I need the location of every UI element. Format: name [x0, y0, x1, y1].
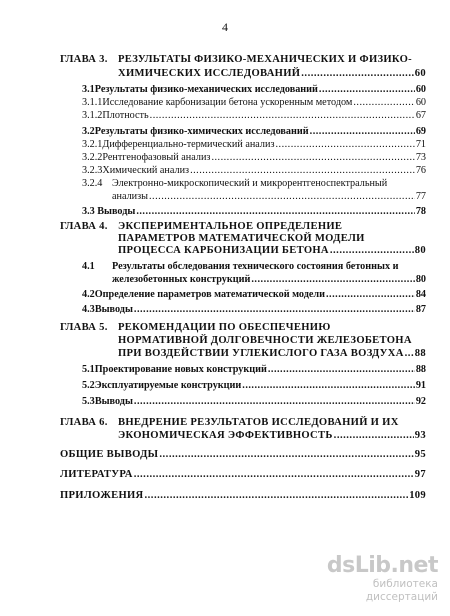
- section-number: 4.2: [82, 289, 95, 300]
- page-ref: 95: [414, 449, 426, 460]
- section-title: Результаты физико-химических исследований: [94, 126, 309, 137]
- section-title: Выводы: [94, 304, 133, 315]
- section-number-4-1: 4.1: [82, 261, 95, 272]
- toc-entry-conclusions[interactable]: [60, 449, 426, 461]
- section-title-3-2-4-line1: Электронно-микроскопический и микрорентгеноспектральный: [112, 178, 388, 189]
- leader-dots: [326, 289, 415, 301]
- leader-dots: [251, 274, 414, 286]
- chapter-3-title-line1: РЕЗУЛЬТАТЫ ФИЗИКО-МЕХАНИЧЕСКИХ И ФИЗИКО-: [118, 54, 413, 65]
- section-number: 3.2: [82, 126, 95, 137]
- entry-title: ОБЩИЕ ВЫВОДЫ: [60, 449, 159, 460]
- page-ref: 97: [414, 469, 426, 480]
- page-number: 4: [222, 20, 228, 34]
- page-ref: 71: [415, 139, 426, 150]
- leader-dots: [330, 245, 414, 257]
- leader-dots: [319, 84, 415, 96]
- page-ref: 77: [415, 191, 426, 202]
- section-title: Результаты физико-механических исследований: [94, 84, 318, 95]
- page-ref: 76: [415, 165, 426, 176]
- page-ref: 60: [414, 68, 426, 79]
- section-number: 3.2.2: [82, 152, 103, 163]
- section-number: 3.1.2: [82, 110, 103, 121]
- section-title: Химический анализ: [102, 165, 190, 176]
- watermark: [303, 554, 438, 604]
- page-ref: 88: [414, 348, 426, 359]
- section-title: Эксплуатируемые конструкции: [94, 380, 242, 391]
- leader-dots: [145, 490, 409, 502]
- chapter-5-entry[interactable]: [118, 348, 426, 360]
- watermark-logo: dsLib.net: [326, 553, 438, 578]
- page-ref: 84: [415, 289, 426, 300]
- toc-entry-3-2-1[interactable]: [82, 139, 426, 151]
- toc-entry-literature[interactable]: [60, 469, 426, 481]
- leader-dots: [268, 364, 415, 376]
- section-title: Выводы: [94, 396, 133, 407]
- chapter-4-label: ГЛАВА 4.: [60, 221, 108, 232]
- page-ref: 67: [415, 110, 426, 121]
- chapter-5-title-line2: НОРМАТИВНОЙ ДОЛГОВЕЧНОСТИ ЖЕЛЕЗОБЕТОНА: [118, 335, 412, 346]
- section-title: Определение параметров математической модели: [94, 289, 325, 300]
- page-ref: 92: [415, 396, 426, 407]
- chapter-3-title-line2: ХИМИЧЕСКИХ ИССЛЕДОВАНИЙ: [118, 68, 301, 79]
- section-title-line2: железобетонных конструкций: [112, 274, 251, 285]
- toc-entry-3-2-3[interactable]: [82, 165, 426, 177]
- leader-dots: [159, 449, 413, 461]
- section-number: 4.3: [82, 304, 95, 315]
- leader-dots: [134, 469, 414, 481]
- toc-entry-3-2[interactable]: [82, 126, 426, 138]
- leader-dots: [353, 97, 414, 109]
- toc-entry-3-3[interactable]: [82, 206, 426, 218]
- page-ref: 80: [414, 245, 426, 256]
- leader-dots: [190, 165, 415, 177]
- section-number: 3.2.1: [82, 139, 103, 150]
- leader-dots: [334, 430, 414, 442]
- leader-dots: [242, 380, 415, 392]
- toc-entry-3-1-2[interactable]: [82, 110, 426, 122]
- chapter-6-title-line2: ЭКОНОМИЧЕСКАЯ ЭФФЕКТИВНОСТЬ: [118, 430, 333, 441]
- toc-entry-3-1[interactable]: [82, 84, 426, 96]
- page-ref: 60: [415, 84, 426, 95]
- leader-dots: [134, 396, 415, 408]
- section-number-3-2-4: 3.2.4: [82, 178, 103, 189]
- leader-dots: [405, 348, 414, 360]
- section-title-line2: анализы: [112, 191, 148, 202]
- chapter-6-title-line1: ВНЕДРЕНИЕ РЕЗУЛЬТАТОВ ИССЛЕДОВАНИЙ И ИХ: [118, 417, 399, 428]
- leader-dots: [310, 126, 415, 138]
- chapter-6-entry[interactable]: [118, 430, 426, 442]
- section-title: Проектирование новых конструкций: [94, 364, 267, 375]
- section-title: Плотность: [102, 110, 149, 121]
- section-number: 5.1: [82, 364, 95, 375]
- chapter-5-title-line1: РЕКОМЕНДАЦИИ ПО ОБЕСПЕЧЕНИЮ: [118, 322, 331, 333]
- toc-entry-appendix[interactable]: [60, 490, 426, 502]
- section-title: Дифференциально-термический анализ: [102, 139, 275, 150]
- toc-entry-4-2[interactable]: [82, 289, 426, 301]
- chapter-5-label: ГЛАВА 5.: [60, 322, 108, 333]
- section-number: 3.1.1: [82, 97, 103, 108]
- page-ref: 88: [415, 364, 426, 375]
- leader-dots: [134, 304, 415, 316]
- section-number: 3.1: [82, 84, 95, 95]
- page-ref: 69: [415, 126, 426, 137]
- page-ref: 91: [415, 380, 426, 391]
- entry-title: ЛИТЕРАТУРА: [60, 469, 133, 480]
- toc-entry-4-1[interactable]: [112, 274, 426, 286]
- toc-entry-5-2[interactable]: [82, 380, 426, 392]
- leader-dots: [275, 139, 414, 151]
- toc-entry-3-2-2[interactable]: [82, 152, 426, 164]
- section-title: Выводы: [97, 206, 136, 217]
- page-ref: 109: [409, 490, 426, 501]
- page-ref: 78: [415, 206, 426, 217]
- chapter-6-label: ГЛАВА 6.: [60, 417, 108, 428]
- chapter-3-label: ГЛАВА 3.: [60, 54, 108, 65]
- leader-dots: [211, 152, 414, 164]
- chapter-3-entry[interactable]: [118, 68, 426, 80]
- toc-entry-5-1[interactable]: [82, 364, 426, 376]
- page-ref: 87: [415, 304, 426, 315]
- leader-dots: [149, 191, 415, 203]
- section-number: 3.2.3: [82, 165, 103, 176]
- watermark-subtitle: библиотека диссертаций: [365, 578, 438, 603]
- chapter-4-title-line1: ЭКСПЕРИМЕНТАЛЬНОЕ ОПРЕДЕЛЕНИЕ: [118, 221, 343, 232]
- page-ref: 60: [415, 97, 426, 108]
- page-ref: 93: [414, 430, 426, 441]
- section-number: 5.2: [82, 380, 95, 391]
- section-title-4-1-line1: Результаты обследования технического состояния бетонных и: [112, 261, 399, 272]
- section-title: Рентгенофазовый анализ: [102, 152, 211, 163]
- toc-entry-3-1-1[interactable]: [82, 97, 426, 109]
- toc-entry-3-2-4[interactable]: [112, 191, 426, 203]
- page-ref: 80: [415, 274, 426, 285]
- chapter-4-entry[interactable]: [118, 245, 426, 257]
- entry-title: ПРИЛОЖЕНИЯ: [60, 490, 144, 501]
- section-number: 5.3: [82, 396, 95, 407]
- leader-dots: [150, 110, 415, 122]
- section-number: 3.3: [82, 206, 95, 217]
- leader-dots: [136, 206, 414, 218]
- leader-dots: [301, 68, 414, 80]
- page-ref: 73: [415, 152, 426, 163]
- toc-entry-4-3[interactable]: [82, 304, 426, 316]
- chapter-4-title-line2: ПАРАМЕТРОВ МАТЕМАТИЧЕСКОЙ МОДЕЛИ: [118, 233, 365, 244]
- chapter-4-title-line3: ПРОЦЕССА КАРБОНИЗАЦИИ БЕТОНА: [118, 245, 329, 256]
- chapter-5-title-line3: ПРИ ВОЗДЕЙСТВИИ УГЛЕКИСЛОГО ГАЗА ВОЗДУХА: [118, 348, 404, 359]
- toc-entry-5-3[interactable]: [82, 396, 426, 408]
- section-title: Исследование карбонизации бетона ускоренным методом: [102, 97, 353, 108]
